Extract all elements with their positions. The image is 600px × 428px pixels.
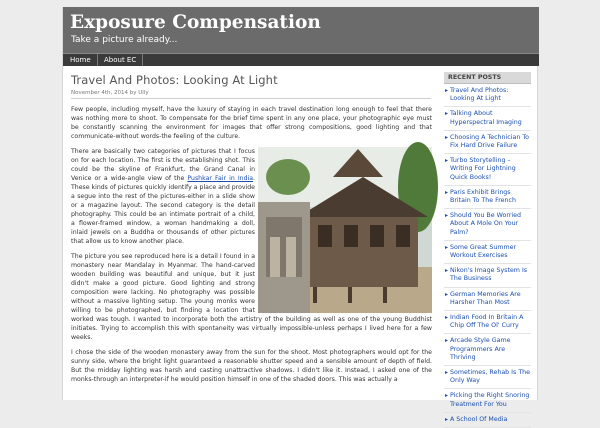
pushkar-fair-link[interactable]: Pushkar Fair in India [187,175,254,182]
recent-post-link[interactable]: Should You Be Worried About A Mole On Your Palm? [450,212,522,236]
bullet-arrow-icon: ▸ [445,133,449,141]
post-content [71,73,432,400]
recent-post-item[interactable] [444,186,531,209]
site-title[interactable]: Exposure Compensation [70,12,321,33]
recent-post-link[interactable]: Choosing A Technician To Fix Hard Drive Failure [450,133,529,150]
bullet-arrow-icon: ▸ [445,110,449,118]
bullet-arrow-icon: ▸ [445,392,449,400]
bullet-arrow-icon: ▸ [445,290,449,298]
bullet-arrow-icon: ▸ [445,415,449,423]
post-title[interactable]: Travel And Photos: Looking At Light [71,73,278,87]
recent-post-item[interactable] [444,334,531,366]
recent-post-item[interactable] [444,288,531,311]
bullet-arrow-icon: ▸ [445,188,449,196]
recent-post-item[interactable] [444,107,531,130]
title-divider [71,98,431,99]
bullet-arrow-icon: ▸ [445,369,449,377]
recent-post-link[interactable]: German Memories Are Harsher Than Most [450,290,521,306]
recent-post-link[interactable]: A School Of Media [450,415,508,423]
bullet-arrow-icon: ▸ [445,267,449,275]
bullet-arrow-icon: ▸ [445,243,449,251]
bullet-arrow-icon: ▸ [445,212,449,220]
recent-post-link[interactable]: Paris Exhibit Brings Britain To The French [450,188,517,205]
bullet-arrow-icon: ▸ [445,157,449,165]
recent-post-item[interactable] [444,389,531,412]
recent-post-item[interactable] [444,413,531,428]
nav-item-home[interactable]: Home [64,54,98,66]
post-paragraph-2 [71,147,432,246]
post-paragraph-3: The picture you see reproduced here is a detail I found in a monastery near Mandalay in Myanmar. The hand-carved wooden building was beautiful and unique, but it just didn't make a good picture. Good lighting and strong composition were lacking. No photography was possible without a massive lighting setup. The young monks were willing to be photographed, but finding a location that worked was tough. I wanted to incorporate both the artistry of the building as well as one of the young Buddhist initiates. Trying to accomplish this with spontaneity was virtually impossible-unless perhaps I lived here for a few weeks. [71,253,432,341]
recent-post-item[interactable] [444,131,531,154]
post-author[interactable]: Ully [138,90,149,96]
recent-post-link[interactable]: Indian Food In Britain A Chip Off The Ol' Curry [450,314,524,330]
bullet-arrow-icon: ▸ [445,87,449,94]
post-meta-by: by [129,90,137,96]
recent-post-link[interactable]: Turbo Storytelling – Writing For Lightning Quick Books! [450,157,516,181]
site-tagline: Take a picture already... [71,35,178,45]
recent-posts-heading: RECENT POSTS [444,72,531,84]
recent-post-link[interactable]: Arcade Style Game Programmers Are Thriving [450,337,511,361]
site-header [63,7,539,53]
recent-post-item[interactable] [444,84,531,107]
nav-item-about-ec[interactable]: About EC [98,54,143,66]
post-paragraph-4: I chose the side of the wooden monastery away from the sun for the shoot. Most photographers would opt for the sunny side, where the bright light guaranteed a reasonable shutter speed and a sensible amount of depth of field. But the midday lighting was harsh and casting unattractive shadows. I didn't like it. Instead, I asked one of the monks-through an interpreter-if he would position himself in one of the shaded doors. This was actually a [71,349,432,383]
recent-post-item[interactable] [444,154,531,186]
recent-post-link[interactable]: Sometimes, Rehab Is The Only Way [450,369,531,385]
recent-post-link[interactable]: Travel And Photos: Looking At Light [450,87,509,103]
recent-post-item[interactable] [444,264,531,287]
post-paragraph-2-text-a: There are basically two categories of pictures that I focus on for each location. The first is the establishing shot. This could be the skyline of Frankfurt, the Grand Canal in Venice or a wide-angle view of the [71,148,255,182]
post-paragraph-2-text-b: . These kinds of pictures quickly identify a place and provide a segue into the rest of the pictures-either in a slide show or a magazine layout. The second category is the detail photography. This could be an intimate portrait of a child, a flower-framed window, a woman handmaking a doll, inlaid jewels on a Buddha or thousands of other pictures that allow us to know another place. [71,175,255,245]
bullet-arrow-icon: ▸ [445,314,449,322]
post-meta [71,90,432,96]
recent-posts-list [444,84,531,428]
page-wrapper [62,7,538,423]
sidebar [444,72,531,423]
post-date: November 4th, 2014 [71,90,128,96]
monastery-photo [258,147,432,313]
recent-post-link[interactable]: Picking the Right Snoring Treatment For You [450,392,530,408]
recent-post-item[interactable] [444,311,531,334]
recent-post-link[interactable]: Some Great Summer Workout Exercises [450,243,517,260]
recent-post-item[interactable] [444,209,531,241]
post-paragraph-1: Few people, including myself, have the luxury of staying in each travel destination long enough to feel that there was nothing more to shoot. To compensate for the brief time spent in any one place, your photographic eye must be constantly scanning the environment for images that offer strong compositions, good lighting and that communicate-without words-the feeling of the culture. [71,106,432,140]
recent-post-link[interactable]: Nikon's Image System Is The Business [450,267,528,283]
recent-post-item[interactable] [444,366,531,389]
recent-post-item[interactable] [444,241,531,264]
recent-post-link[interactable]: Talking About Hyperspectral Imaging [450,110,522,126]
bullet-arrow-icon: ▸ [445,337,449,345]
main-nav [63,53,539,66]
